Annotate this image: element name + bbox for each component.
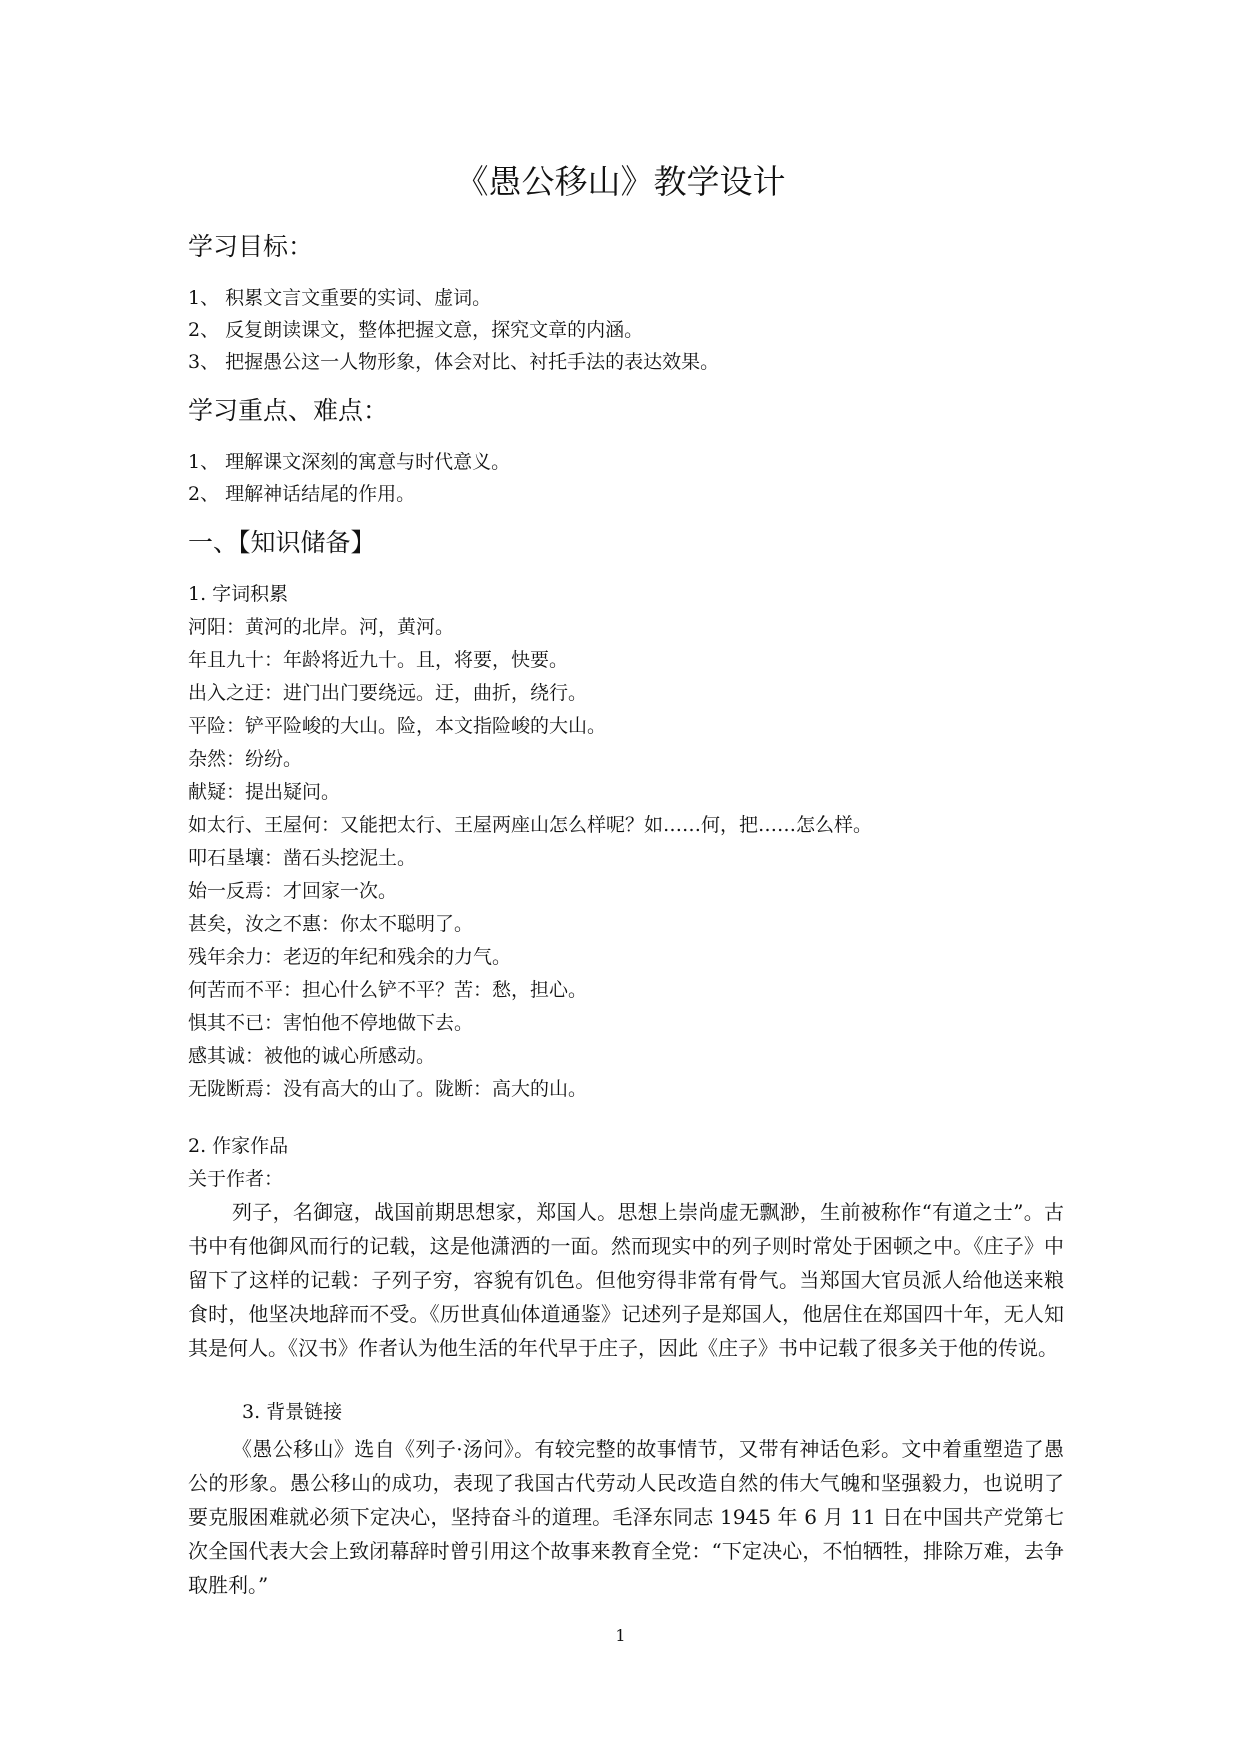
key-points-heading: 学习重点、难点：: [188, 396, 389, 425]
vocab-entry: 始一反焉：才回家一次。: [188, 880, 398, 902]
vocab-entry: 平险：铲平险峻的大山。险，本文指险峻的大山。: [188, 715, 607, 737]
vocab-entry: 无陇断焉：没有高大的山了。陇断：高大的山。: [188, 1078, 588, 1100]
objectives-heading: 学习目标：: [188, 232, 314, 261]
vocab-entry: 献疑：提出疑问。: [188, 781, 341, 803]
objective-item: 1、 积累文言文重要的实词、虚词。: [188, 287, 492, 309]
knowledge-heading: 一、【知识储备】: [188, 528, 376, 557]
document-title: 《愚公移山》教学设计: [455, 162, 786, 201]
vocab-entry: 何苦而不平：担心什么铲不平？苦：愁，担心。: [188, 979, 588, 1001]
vocab-entry: 残年余力：老迈的年纪和残余的力气。: [188, 946, 512, 968]
vocab-entry: 惧其不已：害怕他不停地做下去。: [188, 1012, 474, 1034]
page-number: 1: [615, 1626, 626, 1645]
author-heading: 2. 作家作品: [188, 1135, 289, 1157]
background-heading: 3. 背景链接: [242, 1401, 343, 1423]
vocab-entry: 叩石垦壤：凿石头挖泥土。: [188, 847, 417, 869]
vocab-heading: 1. 字词积累: [188, 583, 289, 605]
author-paragraph: 列子，名御寇，战国前期思想家，郑国人。思想上崇尚虚无飘渺，生前被称作“有道之士”。古书中有他御风而行的记载，这是他潇洒的一面。然而现实中的列子则时常处于困顿之中。《庄子》中留下了这样的记载：子列子穷，容貌有饥色。但他穷得非常有骨气。当郑国大官员派人给他送来粮食时，他坚决地辞而不受。《历世真仙体道通鉴》记述列子是郑国人，他居住在郑国四十年，无人知其是何人。《汉书》作者认为他生活的年代早于庄子，因此《庄子》书中记载了很多关于他的传说。: [188, 1200, 1064, 1360]
vocab-entry: 杂然：纷纷。: [188, 748, 303, 770]
vocab-entry: 年且九十：年龄将近九十。且，将要，快要。: [188, 649, 569, 671]
background-paragraph: 《愚公移山》选自《列子·汤问》。有较完整的故事情节，又带有神话色彩。文中着重塑造了愚公的形象。愚公移山的成功，表现了我国古代劳动人民改造自然的伟大气魄和坚强毅力，也说明了要克服困难就必须下定决心，坚持奋斗的道理。毛泽东同志 1945 年 6 月 11 日在中国共产党第七次全国代表大会上致闭幕辞时曾引用这个故事来教育全党：“下定决心，不怕牺牲，排除万难，去争取胜利。”: [188, 1437, 1064, 1597]
vocab-entry: 如太行、王屋何：又能把太行、王屋两座山怎么样呢？如……何，把……怎么样。: [188, 814, 873, 836]
objective-item: 2、 反复朗读课文，整体把握文意，探究文章的内涵。: [188, 319, 644, 341]
key-point-item: 2、 理解神话结尾的作用。: [188, 483, 416, 505]
vocab-entry: 甚矣，汝之不惠：你太不聪明了。: [188, 913, 474, 935]
vocab-entry: 河阳：黄河的北岸。河，黄河。: [188, 616, 455, 638]
vocab-entry: 感其诚：被他的诚心所感动。: [188, 1045, 436, 1067]
key-point-item: 1、 理解课文深刻的寓意与时代意义。: [188, 451, 511, 473]
author-subheading: 关于作者：: [188, 1168, 284, 1190]
vocab-entry: 出入之迂：进门出门要绕远。迂，曲折，绕行。: [188, 682, 588, 704]
objective-item: 3、 把握愚公这一人物形象，体会对比、衬托手法的表达效果。: [188, 351, 720, 373]
